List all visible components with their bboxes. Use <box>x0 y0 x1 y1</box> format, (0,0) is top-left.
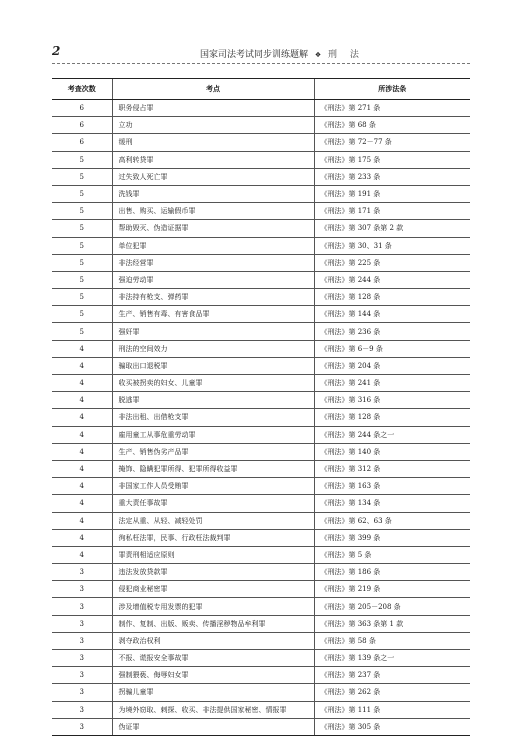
cell-count: 5 <box>52 151 112 168</box>
cell-article: 《刑法》第 219 条 <box>314 581 470 598</box>
table-row <box>52 340 470 357</box>
cell-point: 强制猥亵、侮辱妇女罪 <box>112 667 314 684</box>
table-row <box>52 460 470 477</box>
cell-article: 《刑法》第 140 条 <box>314 443 470 460</box>
cell-count: 5 <box>52 254 112 271</box>
table-row <box>52 392 470 409</box>
cell-article: 《刑法》第 236 条 <box>314 323 470 340</box>
table-row <box>52 203 470 220</box>
cell-article: 《刑法》第 144 条 <box>314 306 470 323</box>
cell-article: 《刑法》第 139 条之一 <box>314 650 470 667</box>
cell-article: 《刑法》第 271 条 <box>314 100 470 117</box>
table-row <box>52 632 470 649</box>
cell-article: 《刑法》第 233 条 <box>314 168 470 185</box>
header-title <box>200 47 364 60</box>
cell-article: 《刑法》第 58 条 <box>314 632 470 649</box>
cell-article: 《刑法》第 241 条 <box>314 375 470 392</box>
cell-count: 4 <box>52 443 112 460</box>
table-row <box>52 254 470 271</box>
cell-count: 3 <box>52 718 112 735</box>
column-header-article: 所涉法条 <box>314 79 470 100</box>
subject-title: 刑 法 <box>328 50 364 60</box>
cell-count: 5 <box>52 185 112 202</box>
table-row <box>52 495 470 512</box>
cell-point: 罪责刑相适应原则 <box>112 546 314 563</box>
cell-count: 6 <box>52 117 112 134</box>
cell-article: 《刑法》第 30、31 条 <box>314 237 470 254</box>
cell-article: 《刑法》第 307 条第 2 款 <box>314 220 470 237</box>
table-row <box>52 237 470 254</box>
cell-point: 侵犯商业秘密罪 <box>112 581 314 598</box>
column-header-count: 考查次数 <box>52 79 112 100</box>
table-row <box>52 718 470 735</box>
cell-article: 《刑法》第 128 条 <box>314 409 470 426</box>
cell-article: 《刑法》第 128 条 <box>314 289 470 306</box>
cell-count: 5 <box>52 323 112 340</box>
table-row <box>52 117 470 134</box>
cell-article: 《刑法》第 399 条 <box>314 529 470 546</box>
page-number: 2 <box>52 44 61 58</box>
cell-count: 5 <box>52 168 112 185</box>
cell-article: 《刑法》第 312 条 <box>314 460 470 477</box>
cell-article: 《刑法》第 171 条 <box>314 203 470 220</box>
cell-article: 《刑法》第 111 条 <box>314 701 470 718</box>
cell-count: 4 <box>52 495 112 512</box>
cell-count: 3 <box>52 684 112 701</box>
table-row <box>52 357 470 374</box>
cell-point: 职务侵占罪 <box>112 100 314 117</box>
cell-count: 5 <box>52 237 112 254</box>
cell-article: 《刑法》第 305 条 <box>314 718 470 735</box>
cell-point: 涉及增值税专用发票的犯罪 <box>112 598 314 615</box>
table-row <box>52 220 470 237</box>
table-row <box>52 581 470 598</box>
cell-count: 6 <box>52 134 112 151</box>
table-row <box>52 667 470 684</box>
cell-point: 非国家工作人员受贿罪 <box>112 478 314 495</box>
cell-point: 骗取出口退税罪 <box>112 357 314 374</box>
cell-point: 生产、销售有毒、有害食品罪 <box>112 306 314 323</box>
table-row <box>52 168 470 185</box>
cell-count: 4 <box>52 375 112 392</box>
cell-point: 脱逃罪 <box>112 392 314 409</box>
cell-point: 缓刑 <box>112 134 314 151</box>
table-row <box>52 701 470 718</box>
table-row <box>52 151 470 168</box>
cell-count: 3 <box>52 667 112 684</box>
cell-point: 徇私枉法罪，民事、行政枉法裁判罪 <box>112 529 314 546</box>
cell-article: 《刑法》第 244 条 <box>314 271 470 288</box>
cell-article: 《刑法》第 363 条第 1 款 <box>314 615 470 632</box>
cell-point: 过失致人死亡罪 <box>112 168 314 185</box>
cell-point: 帮助毁灭、伪造证据罪 <box>112 220 314 237</box>
cell-count: 4 <box>52 529 112 546</box>
table-header-row <box>52 79 470 100</box>
cell-article: 《刑法》第 163 条 <box>314 478 470 495</box>
table-row <box>52 426 470 443</box>
cell-point: 出售、购买、运输假币罪 <box>112 203 314 220</box>
cell-point: 强奸罪 <box>112 323 314 340</box>
cell-count: 3 <box>52 632 112 649</box>
running-header <box>52 44 470 62</box>
cell-point: 立功 <box>112 117 314 134</box>
cell-article: 《刑法》第 175 条 <box>314 151 470 168</box>
cell-point: 法定从重、从轻、减轻处罚 <box>112 512 314 529</box>
header-divider <box>52 63 470 64</box>
cell-count: 3 <box>52 650 112 667</box>
cell-count: 4 <box>52 426 112 443</box>
cell-point: 非法出租、出借枪支罪 <box>112 409 314 426</box>
cell-point: 为境外窃取、刺探、收买、非法提供国家秘密、情报罪 <box>112 701 314 718</box>
column-header-point: 考点 <box>112 79 314 100</box>
table-row <box>52 185 470 202</box>
diamond-separator-icon: ❖ <box>314 51 322 59</box>
law-articles-table <box>52 78 470 736</box>
cell-count: 6 <box>52 100 112 117</box>
cell-point: 高利转贷罪 <box>112 151 314 168</box>
table-body <box>52 100 470 736</box>
table-row <box>52 684 470 701</box>
table-row <box>52 134 470 151</box>
table-row <box>52 323 470 340</box>
table-row <box>52 100 470 117</box>
cell-count: 4 <box>52 357 112 374</box>
cell-count: 5 <box>52 203 112 220</box>
cell-article: 《刑法》第 262 条 <box>314 684 470 701</box>
cell-article: 《刑法》第 244 条之一 <box>314 426 470 443</box>
cell-article: 《刑法》第 134 条 <box>314 495 470 512</box>
cell-article: 《刑法》第 186 条 <box>314 564 470 581</box>
cell-count: 5 <box>52 271 112 288</box>
cell-point: 制作、复制、出版、贩卖、传播淫秽物品牟利罪 <box>112 615 314 632</box>
cell-point: 伪证罪 <box>112 718 314 735</box>
cell-count: 3 <box>52 598 112 615</box>
cell-count: 5 <box>52 306 112 323</box>
cell-point: 单位犯罪 <box>112 237 314 254</box>
cell-count: 4 <box>52 512 112 529</box>
cell-count: 4 <box>52 409 112 426</box>
cell-count: 4 <box>52 546 112 563</box>
cell-point: 掩饰、隐瞒犯罪所得、犯罪所得收益罪 <box>112 460 314 477</box>
cell-point: 收买被拐卖的妇女、儿童罪 <box>112 375 314 392</box>
cell-point: 雇用童工从事危重劳动罪 <box>112 426 314 443</box>
table-row <box>52 529 470 546</box>
table-row <box>52 271 470 288</box>
cell-article: 《刑法》第 62、63 条 <box>314 512 470 529</box>
cell-count: 3 <box>52 701 112 718</box>
cell-point: 剥夺政治权利 <box>112 632 314 649</box>
table-row <box>52 564 470 581</box>
table-row <box>52 375 470 392</box>
cell-article: 《刑法》第 205－208 条 <box>314 598 470 615</box>
cell-point: 洗钱罪 <box>112 185 314 202</box>
cell-count: 4 <box>52 460 112 477</box>
table-row <box>52 650 470 667</box>
cell-point: 强迫劳动罪 <box>112 271 314 288</box>
table-row <box>52 443 470 460</box>
table-row <box>52 306 470 323</box>
table-row <box>52 546 470 563</box>
cell-point: 非法经营罪 <box>112 254 314 271</box>
cell-count: 4 <box>52 478 112 495</box>
cell-point: 拐骗儿童罪 <box>112 684 314 701</box>
table-row <box>52 478 470 495</box>
cell-point: 非法持有枪支、弹药罪 <box>112 289 314 306</box>
cell-point: 不报、谎报安全事故罪 <box>112 650 314 667</box>
cell-point: 违法发放贷款罪 <box>112 564 314 581</box>
cell-point: 生产、销售伪劣产品罪 <box>112 443 314 460</box>
cell-article: 《刑法》第 316 条 <box>314 392 470 409</box>
cell-article: 《刑法》第 204 条 <box>314 357 470 374</box>
cell-article: 《刑法》第 6－9 条 <box>314 340 470 357</box>
cell-article: 《刑法》第 237 条 <box>314 667 470 684</box>
cell-point: 刑法的空间效力 <box>112 340 314 357</box>
table-row <box>52 615 470 632</box>
cell-article: 《刑法》第 68 条 <box>314 117 470 134</box>
book-title: 国家司法考试同步训练题解 <box>200 50 309 60</box>
cell-count: 3 <box>52 581 112 598</box>
cell-article: 《刑法》第 225 条 <box>314 254 470 271</box>
cell-point: 重大责任事故罪 <box>112 495 314 512</box>
cell-article: 《刑法》第 5 条 <box>314 546 470 563</box>
table-row <box>52 512 470 529</box>
cell-article: 《刑法》第 191 条 <box>314 185 470 202</box>
cell-count: 4 <box>52 392 112 409</box>
cell-count: 3 <box>52 615 112 632</box>
table-row <box>52 289 470 306</box>
table-row <box>52 409 470 426</box>
cell-count: 5 <box>52 220 112 237</box>
cell-count: 4 <box>52 340 112 357</box>
table-row <box>52 598 470 615</box>
cell-count: 3 <box>52 564 112 581</box>
cell-count: 5 <box>52 289 112 306</box>
cell-article: 《刑法》第 72－77 条 <box>314 134 470 151</box>
